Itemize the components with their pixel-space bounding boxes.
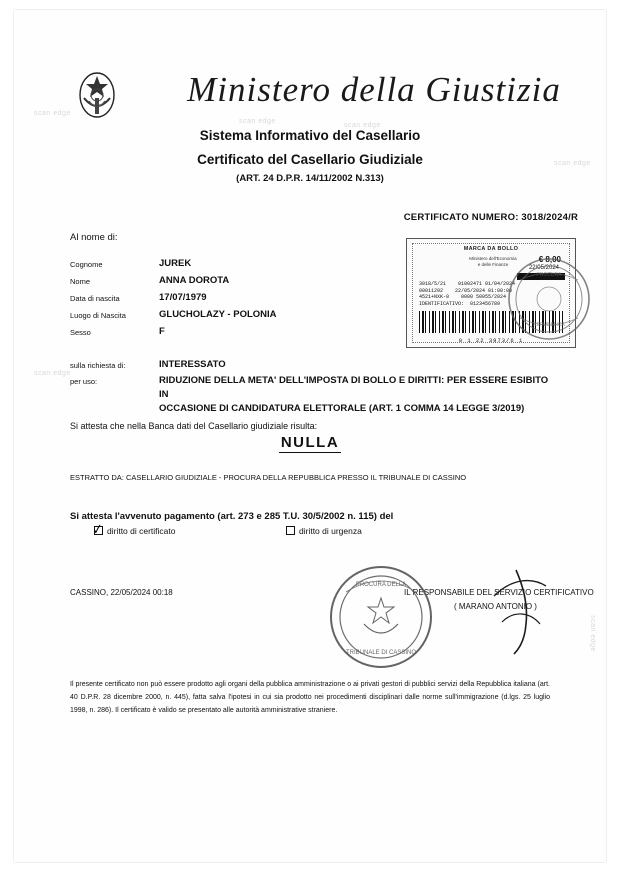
svg-text:REPUBBLICA: REPUBBLICA: [533, 322, 565, 328]
payment-option-certificate[interactable]: [94, 525, 176, 536]
payment-option-urgency[interactable]: [286, 525, 362, 536]
system-title: Sistema Informativo del Casellario: [199, 128, 421, 143]
checkbox-urgency[interactable]: [286, 526, 295, 535]
scan-artifact: scan edge: [34, 370, 71, 377]
footer-note: Il presente certificato non può essere prodotto agli organi della pubblica amministrazione o ai privati gestori di pubblici servizi della Repubblica italiana (art. 40 D.P.R. 28 dicembre 2000, n. 445), fatta salva l'ipotesi in cui sia prodotto nei procedimenti disciplinari dalle norme sull'immigrazione (d.lgs. 25 luglio 1998, n. 286). Il certificato è valido se presentato alle autorità amministrative straniere.: [70, 681, 550, 714]
svg-text:PROCURA DELLA: PROCURA DELLA: [355, 582, 407, 588]
label-sex: Sesso: [70, 328, 91, 337]
person-intro: Al nome di:: [70, 232, 118, 243]
value-sex: F: [159, 326, 165, 337]
revenue-stamp-code-line2: 00011292 22/05/2024 01:00:00: [419, 287, 513, 294]
label-surname: Cognome: [70, 260, 103, 269]
label-birth-place: Luogo di Nascita: [70, 311, 126, 320]
payment-heading: Si attesta l'avvenuto pagamento (art. 273 e 285 T.U. 30/5/2002 n. 115) del: [70, 511, 394, 522]
revenue-stamp-issuer-line2: e delle Finanze: [477, 262, 509, 267]
svg-text:TRIBUNALE DI CASSINO: TRIBUNALE DI CASSINO: [345, 650, 417, 656]
payment-option-certificate-label: diritto di certificato: [107, 526, 176, 536]
value-purpose-line1: RIDUZIONE DELLA META' DELL'IMPOSTA DI BOLLO E DIRITTI: PER ESSERE ESIBITO IN: [159, 375, 549, 400]
certificate-title: Certificato del Casellario Giudiziale: [197, 152, 423, 167]
scan-artifact: scan edge: [239, 118, 276, 125]
value-birth-date: 17/07/1979: [159, 292, 207, 303]
label-birth-date: Data di nascita: [70, 294, 120, 303]
responsible-title: IL RESPONSABILE DEL SERVIZIO CERTIFICATIVO: [404, 588, 594, 597]
certificate-number: CERTIFICATO NUMERO: 3018/2024/R: [403, 212, 578, 223]
payment-option-urgency-label: diritto di urgenza: [299, 526, 362, 536]
value-purpose-line2: OCCASIONE DI CANDIDATURA ELETTORALE (ART. 1 COMMA 14 LEGGE 3/2019): [159, 403, 525, 414]
revenue-stamp-date: 22/05/2024: [528, 265, 559, 271]
scan-artifact: scan edge: [34, 110, 71, 117]
scan-artifact: scan edge: [344, 122, 381, 129]
prosecutor-office-stamp-icon: [326, 562, 436, 672]
revenue-stamp-amount: € 8,00: [538, 255, 561, 264]
label-name: Nome: [70, 277, 91, 286]
label-requested-by: sulla richiesta di:: [70, 361, 126, 370]
value-requested-by: INTERESSATO: [159, 359, 226, 370]
place-and-date: CASSINO, 22/05/2024 00:18: [70, 588, 173, 597]
value-purpose: [159, 374, 559, 416]
result-value: [14, 434, 606, 451]
checkmark-icon: ✓: [91, 522, 105, 539]
svg-text:PROCURA: PROCURA: [536, 272, 562, 278]
italian-republic-emblem-icon: [76, 68, 118, 122]
value-surname: JUREK: [159, 258, 192, 269]
scan-artifact: scan edge: [588, 615, 596, 652]
value-name: ANNA DOROTA: [159, 275, 230, 286]
result-value-text: NULLA: [280, 434, 340, 451]
scan-artifact: scan edge: [554, 160, 591, 167]
value-birth-place: GLUCHOLAZY - POLONIA: [159, 309, 277, 320]
ministry-title: Ministero della Giustizia: [187, 70, 561, 109]
extract-source: ESTRATTO DA: CASELLARIO GIUDIZIALE - PROCURA DELLA REPUBBLICA PRESSO IL TRIBUNALE DI CASSINO: [70, 473, 467, 482]
responsible-name: ( MARANO ANTONIO ): [454, 602, 537, 611]
certificate-sheet: [14, 10, 606, 862]
revenue-stamp-code-line1: 3018/5/21 01002471 01/04/2024: [419, 281, 516, 287]
barcode-number: 0 1 22 3973/6 1: [458, 337, 524, 344]
revenue-stamp-codes: [419, 281, 515, 307]
law-reference: (ART. 24 D.P.R. 14/11/2002 N.313): [236, 173, 384, 184]
office-round-stamp-overlay-icon: [506, 256, 592, 342]
revenue-stamp-title: MARCA DA BOLLO: [463, 246, 519, 252]
handwritten-signature: [484, 562, 564, 662]
result-statement: Si attesta che nella Banca dati del Casellario giudiziale risulta:: [70, 421, 318, 431]
revenue-stamp-code-line4: IDENTIFICATIVO: 0123456789: [419, 300, 501, 307]
label-purpose: per uso:: [70, 377, 98, 386]
revenue-stamp-code-line3: 4521+NXK-0 0000 50055/2024: [419, 294, 507, 300]
revenue-stamp-issuer-line1: Ministero dell'Economia: [469, 256, 517, 261]
